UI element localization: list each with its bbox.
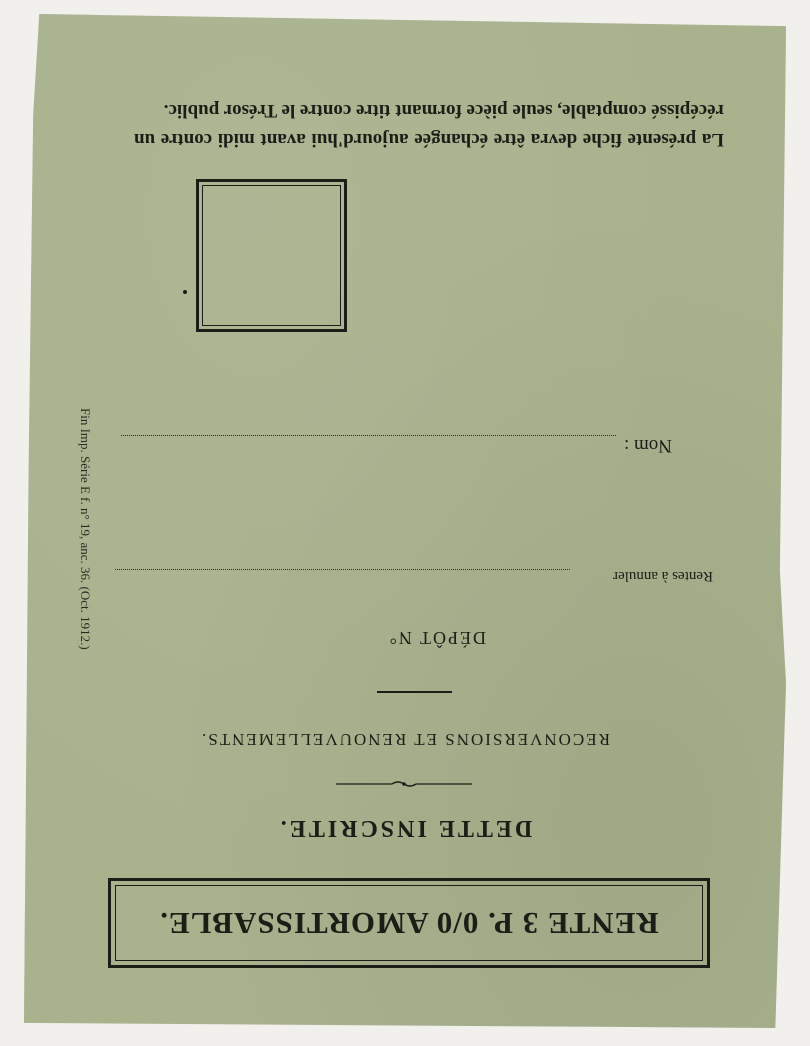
rentes-dotted-line [115, 569, 570, 570]
form-title: RENTE 3 P. 0/0 AMORTISSABLE. [159, 906, 659, 941]
rentes-label: Rentes à annuler [613, 568, 713, 584]
notice-paragraph: La présente fiche devra être échangée aujourd'hui avant midi contre un récépissé comptable, seule pièce formant titre contre le Trésor public. [134, 100, 724, 150]
depot-number-label: DÉPÔT N° [387, 628, 486, 648]
form-subtitle: DETTE INSCRITE. [277, 815, 533, 841]
title-frame [108, 878, 710, 968]
stamp-box-inner [202, 185, 341, 326]
ornament-divider [334, 779, 474, 789]
stamp-box [196, 179, 347, 332]
ink-dot [183, 290, 187, 294]
printer-mark: Fin Imp. Série E f. n° 19, anc. 36. (Oct. 1912.) [78, 408, 93, 650]
title-frame-inner [115, 885, 703, 961]
section-heading: RECONVERSIONS ET RENOUVELLEMENTS. [200, 730, 610, 749]
nom-dotted-line [121, 435, 616, 436]
short-rule [377, 691, 452, 693]
nom-label: Nom : [623, 435, 672, 456]
